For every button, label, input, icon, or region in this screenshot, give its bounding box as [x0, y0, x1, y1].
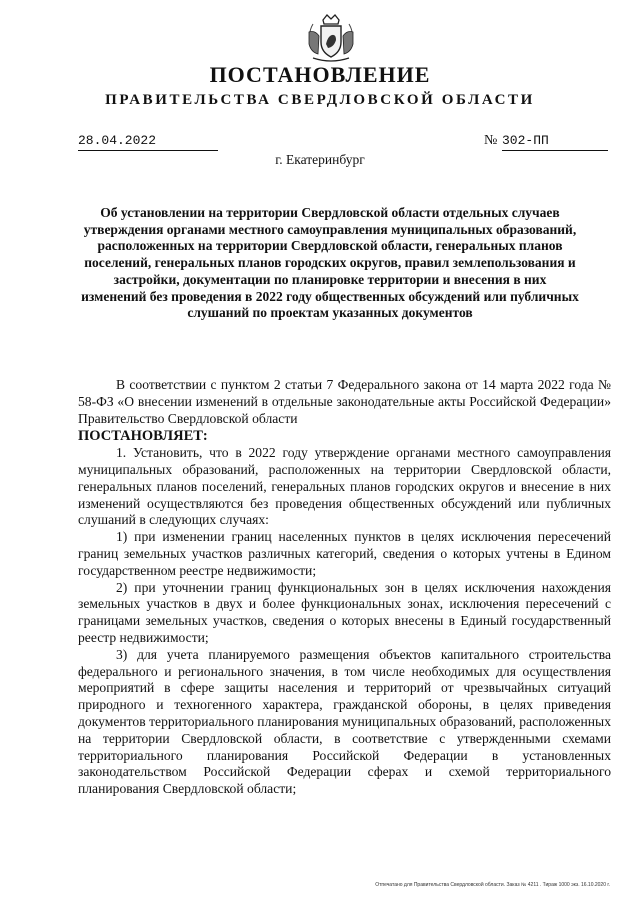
- print-footer: Отпечатано для Правительства Свердловской области. Заказ № 4211 . Тираж 1000 экз. 16.10.2020 г.: [375, 882, 610, 888]
- paragraph-1: 1. Установить, что в 2022 году утверждение органами местного самоуправления муниципальных образований, расположенных на территории Свердловской области, генеральных планов поселений, генеральных планов городских округов и внесение в них изменений осуществляются без проведения общественных обсуждений или публичных слушаний в следующих случаях:: [78, 445, 611, 528]
- document-date: 28.04.2022: [78, 133, 218, 151]
- document-body: [78, 377, 611, 798]
- number-sign: №: [484, 133, 498, 148]
- preamble: В соответствии с пунктом 2 статьи 7 Федерального закона от 14 марта 2022 года № 58-ФЗ «О внесении изменений в отдельные законодательные акты Российской Федерации» Правительство Свердловской области: [78, 377, 611, 426]
- issuing-authority: ПРАВИТЕЛЬСТВА СВЕРДЛОВСКОЙ ОБЛАСТИ: [105, 92, 535, 108]
- decree-word: ПОСТАНОВЛЯЕТ:: [78, 428, 208, 445]
- subparagraph-1: 1) при изменении границ населенных пунктов в целях исключения пересечений границ земельных участков различных категорий, сведения о которых учтены в Едином государственном реестре недвижимости;: [78, 529, 611, 578]
- coat-of-arms-icon: [303, 14, 359, 64]
- document-type: ПОСТАНОВЛЕНИЕ: [209, 62, 431, 87]
- document-number: 302-ПП: [502, 133, 608, 151]
- subparagraph-3: 3) для учета планируемого размещения объектов капитального строительства федерального и регионального значения, в том числе необходимых для осуществления мероприятий в сфере защиты населения и территорий от чрезвычайных ситуаций природного и техногенного характера, гражданской обороны, в целях приведения документов территориального планирования муниципальных образований, расположенных на территории Свердловской области, в соответствие с утвержденными схемами территориального планирования Российской Федерации в установленных законодательством Российской Федерации сферах и схемой территориального планирования Свердловской области;: [78, 646, 611, 797]
- document-number-block: [484, 133, 614, 151]
- document-title: Об установлении на территории Свердловской области отдельных случаев утверждения органами местного самоуправления муниципальных образований, расположенных на территории Свердловской области, генеральных планов поселений, генеральных планов городских округов, правил землепользования и застройки, документации по планировке территории и внесения в них изменений без проведения в 2022 году общественных обсуждений или публичных слушаний по проектам указанных документов: [81, 205, 579, 321]
- subparagraph-2: 2) при уточнении границ функциональных зон в целях исключения нахождения земельных участков в двух и более функциональных зонах, исключения пересечений с границами земельных участков, сведения о которых внесены в Единый государственный реестр недвижимости;: [78, 579, 611, 645]
- city: г. Екатеринбург: [275, 152, 365, 167]
